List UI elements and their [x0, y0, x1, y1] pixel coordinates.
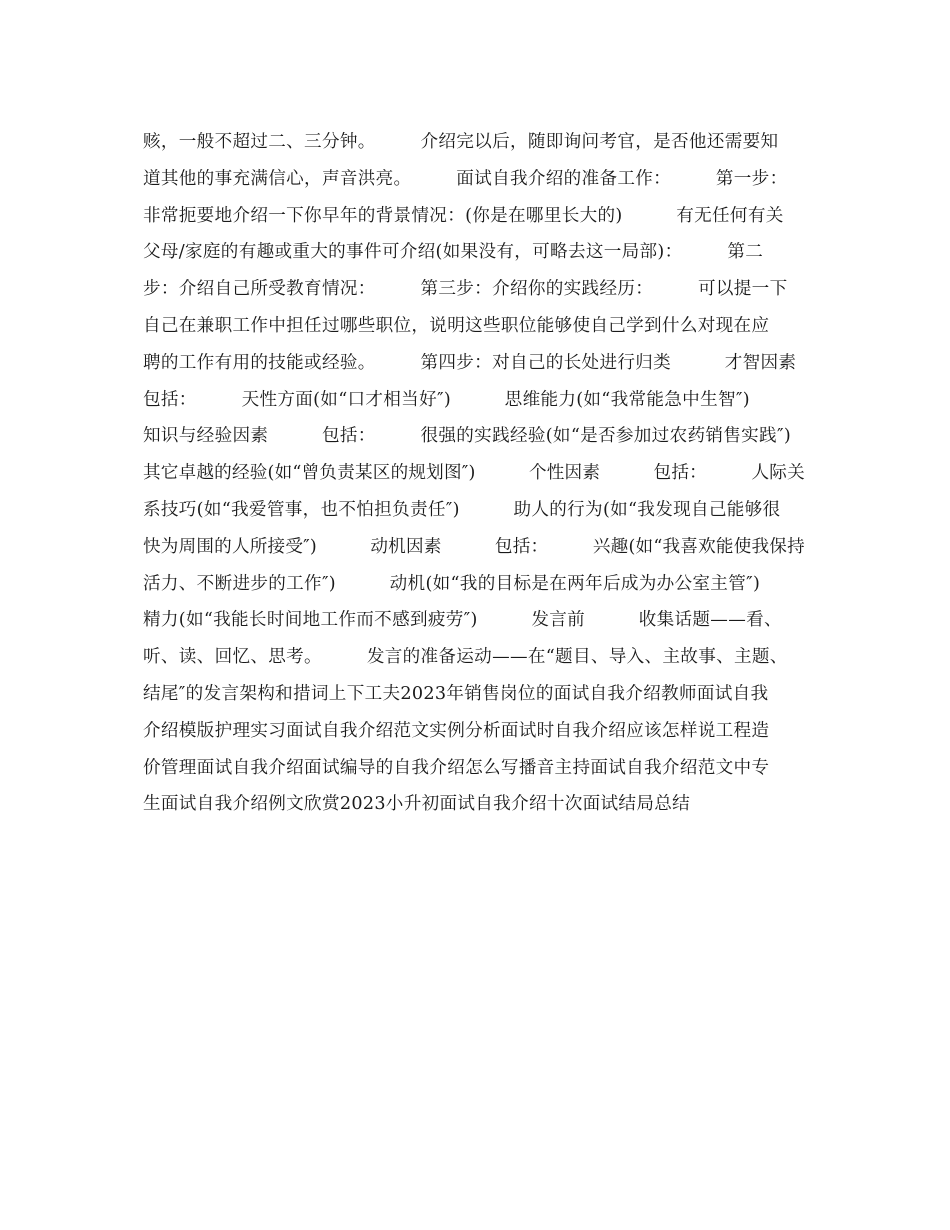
text-line: 介绍模版护理实习面试自我介绍范文实例分析面试时自我介绍应该怎样说工程造: [143, 720, 770, 741]
text-line: 听、读、回忆、思考。 发言的准备运动——在“题目、导入、主故事、主题、: [143, 647, 788, 668]
text-line: 活力、不断进步的工作″) 动机(如“我的目标是在两年后成为办公室主管″): [143, 573, 761, 594]
text-line: 快为周围的人所接受″) 动机因素 包括： 兴趣(如“我喜欢能使我保持: [143, 536, 805, 557]
text-line: 步：介绍自己所受教育情况： 第三步：介绍你的实践经历： 可以提一下: [143, 279, 788, 300]
text-line: 道其他的事充满信心，声音洪亮。 面试自我介绍的准备工作： 第一步：: [143, 168, 788, 189]
text-line: 聘的工作有用的技能或经验。 第四步：对自己的长处进行归类 才智因素: [143, 352, 797, 373]
text-line: 赅，一般不超过二、三分钟。 介绍完以后，随即询问考官，是否他还需要知: [143, 132, 779, 152]
text-line: 父母/家庭的有趣或重大的事件可介绍(如果没有，可略去这一局部)： 第二: [143, 242, 764, 263]
body-paragraph: [143, 124, 807, 823]
text-line: 精力(如“我能长时间地工作而不感到疲劳″) 发言前 收集话题——看、: [143, 610, 782, 631]
text-line: 系技巧(如“我爱管事，也不怕担负责任″) 助人的行为(如“我发现自己能够很: [143, 499, 781, 520]
text-line: 非常扼要地介绍一下你早年的背景情况：(你是在哪里长大的) 有无任何有关: [143, 205, 784, 226]
text-line: 包括： 天性方面(如“口才相当好″) 思维能力(如“我常能急中生智″): [143, 389, 750, 410]
text-line: 生面试自我介绍例文欣赏2023小升初面试自我介绍十次面试结局总结: [143, 794, 691, 815]
text-line: 自己在兼职工作中担任过哪些职位，说明这些职位能够使自己学到什么对现在应: [143, 315, 770, 336]
text-line: 价管理面试自我介绍面试编导的自我介绍怎么写播音主持面试自我介绍范文中专: [143, 757, 770, 778]
text-line: 结尾″的发言架构和措词上下工夫2023年销售岗位的面试自我介绍教师面试自我: [143, 683, 769, 704]
text-line: 知识与经验因素 包括： 很强的实践经验(如“是否参加过农药销售实践″): [143, 426, 791, 447]
text-line: 其它卓越的经验(如“曾负责某区的规划图″) 个性因素 包括： 人际关: [143, 463, 805, 484]
